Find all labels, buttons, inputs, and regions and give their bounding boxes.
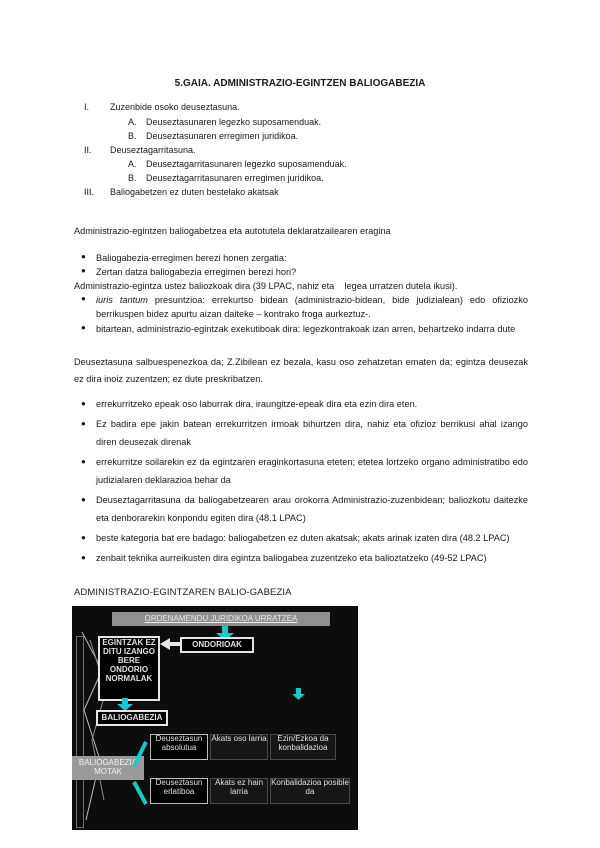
grid-cell: Ezin/Ezkoa da konbalidazioa: [270, 734, 336, 760]
presumption-line: Administrazio-egintza ustez baliozkoak dira (39 LPAC, nahiz eta legea urratzen dutela ikusi).: [74, 281, 458, 291]
toc-text: Deuseztagarritasunaren erregimen juridikoa.: [146, 173, 324, 183]
bullet-icon: ●: [81, 399, 86, 408]
toc-text: Deuseztasunaren legezko suposamenduak.: [146, 117, 322, 127]
list-item: ● Deuseztagarritasuna da baliogabetzearen arau orokorra Administrazio-zuzenbidean; baliozkotu daitezke eta denborarekin konpondu egiten dira (48.1 LPAC): [74, 492, 528, 528]
ondorioak-box: ONDORIOAK: [180, 637, 254, 653]
bullet-icon: ●: [81, 494, 86, 504]
toc-text: Deuseztagarritasuna.: [110, 145, 196, 155]
toc-text: Deuseztasunaren erregimen juridikoa.: [146, 131, 299, 141]
list-item: ● iuris tantum presuntzioa: errekurtso bidean (administrazio-bidean, bide judizialean) edo ofiziozko berrikuspen bidez apurtu aizan daiteke – kontrako froga aurkeztuz-.: [81, 294, 528, 320]
grid-cell: Akats ez hain larria: [210, 778, 268, 804]
left-arrow-icon: [160, 638, 182, 650]
toc-num: A.: [128, 117, 137, 127]
toc-text: Deuseztagarritasunaren legezko suposamenduak.: [146, 159, 347, 169]
nullity-diagram: [72, 606, 358, 830]
list-item: ● Ez badira epe jakin batean errekurritzen irmoak bihurtzen dira, nahiz eta ofizioz berrikusi ahal izango diren deusezak direnak: [74, 416, 528, 452]
grid-cell: Deuseztasun erlatiboa: [150, 778, 208, 804]
bullet-icon: ●: [81, 418, 86, 428]
bullet-icon: ●: [81, 294, 86, 303]
toc-num: III.: [84, 187, 95, 197]
toc-num: A.: [128, 159, 137, 169]
grid-cell: Akats oso larria: [210, 734, 268, 760]
list-item: ● errekurritze soilarekin ez da egintzaren eraginkortasuna eteten; etetea lortzeko organo administratibo edo judizialaren deklarazioa behar da: [74, 454, 528, 490]
mota-tag: BALIOGABEZIA MOTAK: [72, 756, 144, 780]
bullet-icon: ●: [81, 322, 86, 332]
list-item: ● errekurritzeko epeak oso laburrak dira, iraungitze-epeak dira eta ezin dira eten.: [74, 396, 528, 414]
toc-text: Baliogabetzen ez duten bestelako akatsak: [110, 187, 279, 197]
list-item: ● bitartean, administrazio-egintzak exekutiboak dira: legezkontrakoak izan arren, behartzeko indarra dute: [81, 322, 516, 334]
toc-text: Zuzenbide osoko deuseztasuna.: [110, 102, 240, 112]
grid-cell: Deuseztasun absolutua: [150, 734, 208, 760]
nullity-paragraph: Deuseztasuna salbuespenezkoa da; Z.Zibilean ez bezala, kasu oso zehatzetan ematen da; egintza deusezak ez dira inoiz zuzentzen; ez dute preskribatzen.: [74, 357, 528, 385]
bullet-icon: ●: [81, 552, 86, 562]
list-item: ● zenbait teknika aurreikusten dira egintza baliogabea zuzentzeko eta balioztatzeko (49-52 LPAC): [74, 550, 528, 568]
page-title: 5.GAIA. ADMINISTRAZIO-EGINTZEN BALIOGABEZIA: [174, 78, 426, 89]
question-list: [74, 251, 528, 280]
list-item: ● beste kategoria bat ere badago: baliogabetzen ez duten akatsak; akats arinak izaten dira (48.2 LPAC): [74, 530, 528, 548]
diagram-banner: ORDENAMENDU JURIDIKOA URRATZEA: [112, 612, 330, 626]
bullet-icon: ●: [81, 252, 86, 261]
toc-num: I.: [84, 102, 90, 112]
down-arrow-icon: [292, 694, 305, 700]
intro-heading: Administrazio-egintzen baliogabetzea eta autotutela deklaratzailearen eragina: [74, 226, 391, 236]
toc-num: II.: [84, 145, 92, 155]
bullet-icon: ●: [81, 266, 86, 276]
baliogabezia-box: BALIOGABEZIA: [96, 710, 168, 726]
grid-cell: Konbalidazioa posible da: [270, 778, 350, 804]
toc-num: B.: [128, 131, 137, 141]
nullity-list: [74, 396, 528, 567]
toc-num: B.: [128, 173, 137, 183]
presumption-list: [74, 293, 528, 336]
bullet-icon: ●: [81, 532, 86, 542]
egintzak-box: EGINTZAK EZ DITU IZANGO BERE ONDORIO NORMALAK: [98, 636, 160, 701]
list-item: ● Baliogabezia-erregimen berezi honen zergatia:: [81, 252, 287, 263]
bullet-icon: ●: [81, 456, 86, 466]
list-item: ● Zertan datza baliogabezia erregimen berezi hori?: [81, 266, 297, 278]
diagram-heading: ADMINISTRAZIO-EGINTZAREN BALIO-GABEZIA: [74, 587, 292, 598]
